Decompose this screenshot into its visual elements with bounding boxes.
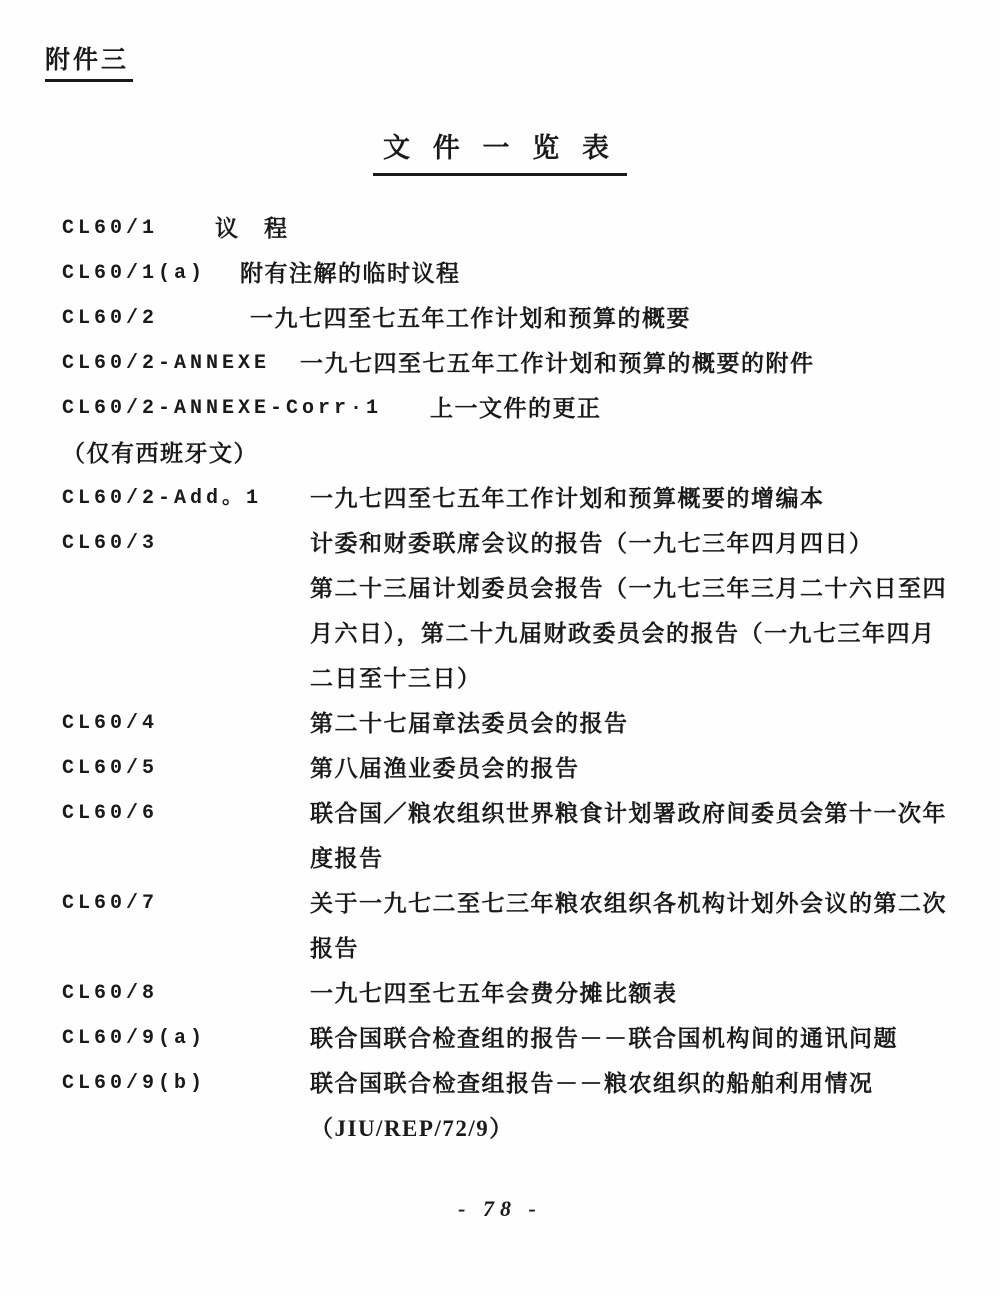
doc-row-cl60-2-annexe-corr1: [62, 386, 985, 431]
doc-line: 联合国联合检查组报告－－粮农组织的船舶利用情况: [310, 1071, 874, 1096]
doc-row-cl60-1a: [62, 251, 985, 296]
doc-line: 月六日），第二十九届财政委员会的报告（一九七三年四月: [310, 621, 936, 646]
annex-label: 附件三: [45, 40, 133, 82]
doc-row-cl60-6: [62, 791, 985, 881]
doc-line: 第二十三届计划委员会报告（一九七三年三月二十六日至四: [310, 576, 947, 601]
doc-line: 度报告: [310, 846, 384, 871]
title-wrap: [0, 126, 1000, 176]
document-list: [62, 206, 985, 1151]
doc-description: [310, 1016, 985, 1061]
doc-row-cl60-9a: [62, 1016, 985, 1061]
doc-row-cl60-2-annexe: [62, 341, 985, 386]
doc-line: 附有注解的临时议程: [240, 261, 461, 286]
doc-description: [430, 386, 985, 431]
doc-description: [62, 431, 985, 476]
doc-row-cl60-8: [62, 971, 985, 1016]
doc-line: 关于一九七二至七三年粮农组织各机构计划外会议的第二次: [310, 891, 947, 916]
doc-code: CL60/2: [62, 307, 159, 330]
doc-line: 报告: [310, 936, 359, 961]
doc-code: CL60/5: [62, 757, 159, 780]
doc-description: [300, 341, 985, 386]
doc-code: CL60/2-ANNEXE: [62, 352, 271, 375]
doc-row-cl60-2: [62, 296, 985, 341]
doc-line: （仅有西班牙文）: [62, 441, 258, 466]
doc-code: CL60/2-Add。1: [62, 487, 263, 510]
doc-description: [215, 206, 985, 251]
doc-code: CL60/9(a): [62, 1027, 207, 1050]
doc-row-cl60-9b: [62, 1061, 985, 1151]
doc-row-cl60-4: [62, 701, 985, 746]
doc-description: [310, 746, 985, 791]
doc-description: [310, 476, 985, 521]
doc-line: 联合国／粮农组织世界粮食计划署政府间委员会第十一次年: [310, 801, 947, 826]
doc-description: [250, 296, 985, 341]
doc-line: 一九七四至七五年工作计划和预算概要的增编本: [310, 486, 825, 511]
doc-row-cl60-2-add1: [62, 476, 985, 521]
doc-row-cl60-3: [62, 521, 985, 701]
doc-row-cl60-5: [62, 746, 985, 791]
doc-line: 一九七四至七五年会费分摊比额表: [310, 981, 678, 1006]
doc-code: CL60/9(b): [62, 1072, 207, 1095]
doc-line: 二日至十三日）: [310, 666, 482, 691]
doc-line: 一九七四至七五年工作计划和预算的概要: [250, 306, 691, 331]
doc-row-spanish-note: [62, 431, 985, 476]
doc-line: 上一文件的更正: [430, 396, 602, 421]
doc-line: 第二十七届章法委员会的报告: [310, 711, 629, 736]
doc-description: [310, 881, 985, 971]
doc-description: [310, 971, 985, 1016]
doc-line: （JIU/REP/72/9）: [310, 1116, 514, 1141]
doc-code: CL60/6: [62, 802, 159, 825]
doc-code: CL60/2-ANNEXE-Corr·1: [62, 397, 383, 420]
doc-code: CL60/8: [62, 982, 159, 1005]
doc-description: [310, 701, 985, 746]
doc-description: [310, 791, 985, 881]
doc-line: 一九七四至七五年工作计划和预算的概要的附件: [300, 351, 815, 376]
doc-description: [310, 521, 985, 701]
doc-row-cl60-7: [62, 881, 985, 971]
doc-line: 第八届渔业委员会的报告: [310, 756, 580, 781]
doc-code: CL60/1: [62, 217, 159, 240]
doc-row-cl60-1: [62, 206, 985, 251]
page-title: 文 件 一 览 表: [373, 126, 627, 176]
doc-code: CL60/1(a): [62, 262, 207, 285]
page-number: - 78 -: [458, 1196, 542, 1221]
doc-line: 联合国联合检查组的报告－－联合国机构间的通讯问题: [310, 1026, 898, 1051]
doc-description: [310, 1061, 985, 1151]
doc-line: 议 程: [215, 216, 289, 241]
doc-description: [240, 251, 985, 296]
doc-code: CL60/4: [62, 712, 159, 735]
doc-code: CL60/3: [62, 532, 159, 555]
doc-code: CL60/7: [62, 892, 159, 915]
doc-line: 计委和财委联席会议的报告（一九七三年四月四日）: [310, 531, 874, 556]
